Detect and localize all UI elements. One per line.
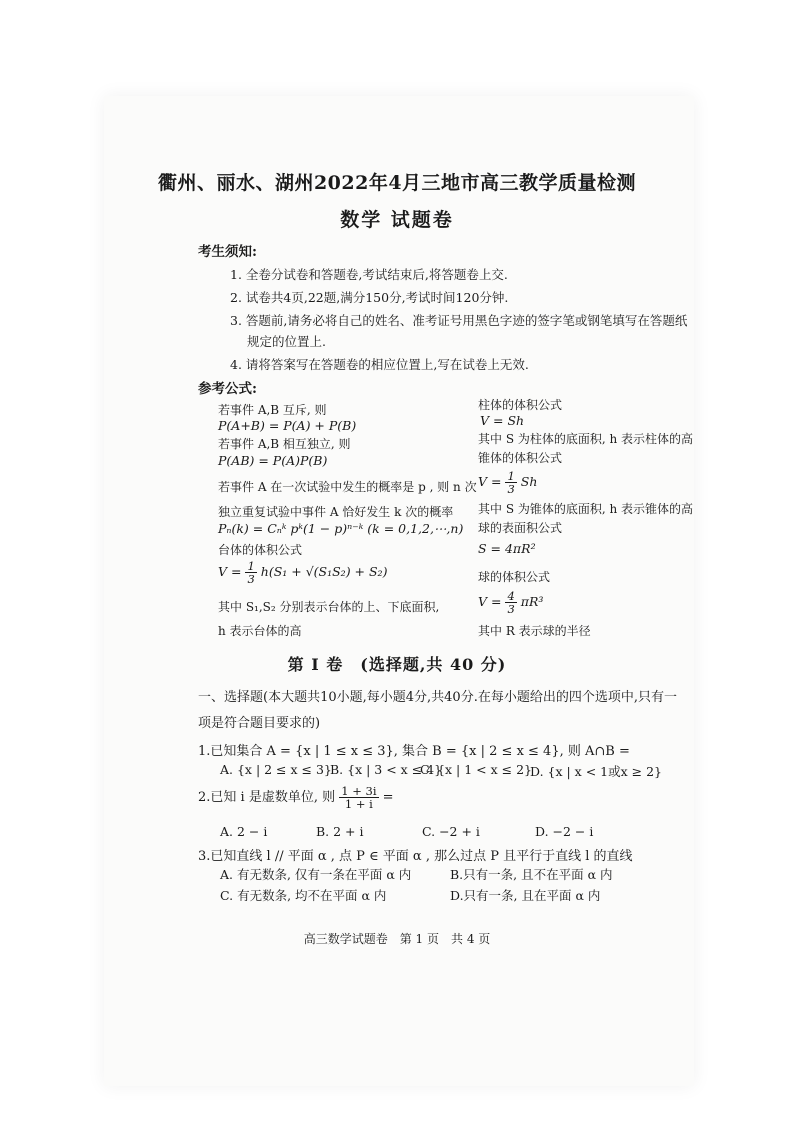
- section-intro-2: 项是符合题目要求的): [198, 716, 321, 731]
- question-2-fraction-num: 1 + 3i: [341, 784, 377, 798]
- question-3-option-a: A. 有无数条, 仅有一条在平面 α 内: [220, 867, 412, 882]
- exam-title: 衢州、丽水、湖州2022年4月三地市高三教学质量检测: [157, 172, 637, 194]
- frustum-fraction: [245, 560, 256, 585]
- formula-sphere-rhs: πR³: [520, 594, 544, 610]
- notice-item-4: 4. 请将答案写在答题卷的相应位置上,写在试卷上无效.: [230, 357, 529, 372]
- question-2-option-d: D. −2 − i: [535, 824, 594, 839]
- exam-subtitle: 数学 试题卷: [340, 209, 454, 231]
- formula-sphere-lhs: V =: [478, 594, 502, 610]
- question-1-option-c: C. {x | 1 < x ≤ 2}: [420, 762, 532, 777]
- formula-left-7: Pₙ(k) = Cₙᵏ pᵏ(1 − p)ⁿ⁻ᵏ (k = 0,1,2,⋯,n): [218, 521, 464, 536]
- formula-frustum-rhs: h(S₁ + √(S₁S₂) + S₂): [260, 564, 388, 580]
- section-title: 第 Ⅰ 卷 (选择题,共 40 分): [287, 655, 507, 674]
- question-3-option-d: D.只有一条, 且在平面 α 内: [450, 888, 601, 903]
- formula-left-2: P(A+B) = P(A) + P(B): [218, 418, 357, 433]
- cone-fraction-num: 1: [507, 469, 515, 483]
- section-intro-1: 一、选择题(本大题共10小题,每小题4分,共40分.在每小题给出的四个选项中,只有一: [198, 690, 677, 705]
- notice-item-2: 2. 试卷共4页,22题,满分150分,考试时间120分钟.: [230, 290, 509, 305]
- cone-fraction-den: 3: [507, 482, 515, 497]
- notice-item-3-cont: 规定的位置上.: [247, 334, 326, 349]
- question-3-stem: 3.已知直线 l // 平面 α , 点 P ∈ 平面 α , 那么过点 P 且平行于直线 l 的直线: [198, 849, 633, 864]
- question-3-option-c: C. 有无数条, 均不在平面 α 内: [220, 888, 387, 903]
- formula-sphere-volume: [478, 590, 543, 615]
- question-2-prefix: 2.已知 i 是虚数单位, 则: [198, 790, 336, 806]
- formula-left-6: 独立重复试验中事件 A 恰好发生 k 次的概率: [218, 505, 454, 519]
- formula-right-2: V = Sh: [480, 413, 525, 428]
- page-footer: 高三数学试题卷 第 1 页 共 4 页: [303, 932, 491, 946]
- formula-right-6: 其中 S 为锥体的底面积, h 表示锥体的高: [478, 502, 694, 516]
- frustum-fraction-den: 3: [247, 572, 255, 587]
- formula-right-3: 其中 S 为柱体的底面积, h 表示柱体的高: [478, 432, 694, 446]
- frustum-fraction-num: 1: [247, 559, 255, 573]
- notice-heading: 考生须知:: [198, 244, 257, 260]
- sphere-fraction-num: 4: [507, 589, 515, 603]
- formula-frustum-lhs: V =: [218, 564, 242, 580]
- question-2-stem: [198, 785, 394, 810]
- question-1-option-b: B. {x | 3 < x ≤ 4}: [330, 762, 443, 777]
- sphere-fraction: [505, 590, 516, 615]
- formula-left-11: h 表示台体的高: [218, 624, 302, 638]
- formula-left-4: P(AB) = P(A)P(B): [218, 453, 328, 468]
- formula-right-1: 柱体的体积公式: [478, 398, 563, 412]
- question-3-option-b: B.只有一条, 且不在平面 α 内: [450, 867, 613, 882]
- question-1-option-a: A. {x | 2 ≤ x ≤ 3}: [220, 762, 332, 777]
- question-2-option-a: A. 2 − i: [220, 824, 268, 839]
- formula-left-8: 台体的体积公式: [218, 543, 303, 557]
- question-1-option-d: D. {x | x < 1或x ≥ 2}: [530, 764, 662, 779]
- formula-right-8: S = 4πR²: [478, 541, 536, 556]
- question-2-option-b: B. 2 + i: [316, 824, 364, 839]
- question-2-fraction-den: 1 + i: [344, 797, 373, 812]
- notice-item-1: 1. 全卷分试卷和答题卷,考试结束后,将答题卷上交.: [230, 267, 508, 282]
- formula-cone-rhs: Sh: [520, 474, 538, 490]
- formula-cone-lhs: V =: [478, 474, 502, 490]
- formula-right-7: 球的表面积公式: [478, 521, 563, 535]
- formulas-heading: 参考公式:: [198, 381, 257, 397]
- formula-left-5: 若事件 A 在一次试验中发生的概率是 p , 则 n 次: [218, 480, 477, 494]
- formula-frustum-volume: [218, 560, 387, 585]
- formula-left-1: 若事件 A,B 互斥, 则: [218, 403, 327, 417]
- formula-right-11: 其中 R 表示球的半径: [478, 624, 591, 638]
- question-2-option-c: C. −2 + i: [422, 824, 480, 839]
- cone-fraction: [505, 470, 516, 495]
- sphere-fraction-den: 3: [507, 602, 515, 617]
- formula-right-9: 球的体积公式: [478, 570, 551, 584]
- question-2-suffix: =: [382, 790, 394, 806]
- formula-right-4: 锥体的体积公式: [478, 451, 563, 465]
- formula-left-3: 若事件 A,B 相互独立, 则: [218, 437, 351, 451]
- question-2-fraction: [339, 785, 378, 810]
- formula-cone-volume: [478, 470, 537, 495]
- question-1-stem: 1.已知集合 A = {x | 1 ≤ x ≤ 3}, 集合 B = {x | 2 ≤ x ≤ 4}, 则 A∩B =: [198, 744, 630, 759]
- notice-item-3: 3. 答题前,请务必将自己的姓名、准考证号用黑色字迹的签字笔或钢笔填写在答题纸: [230, 313, 688, 328]
- formula-left-10: 其中 S₁,S₂ 分别表示台体的上、下底面积,: [218, 600, 440, 614]
